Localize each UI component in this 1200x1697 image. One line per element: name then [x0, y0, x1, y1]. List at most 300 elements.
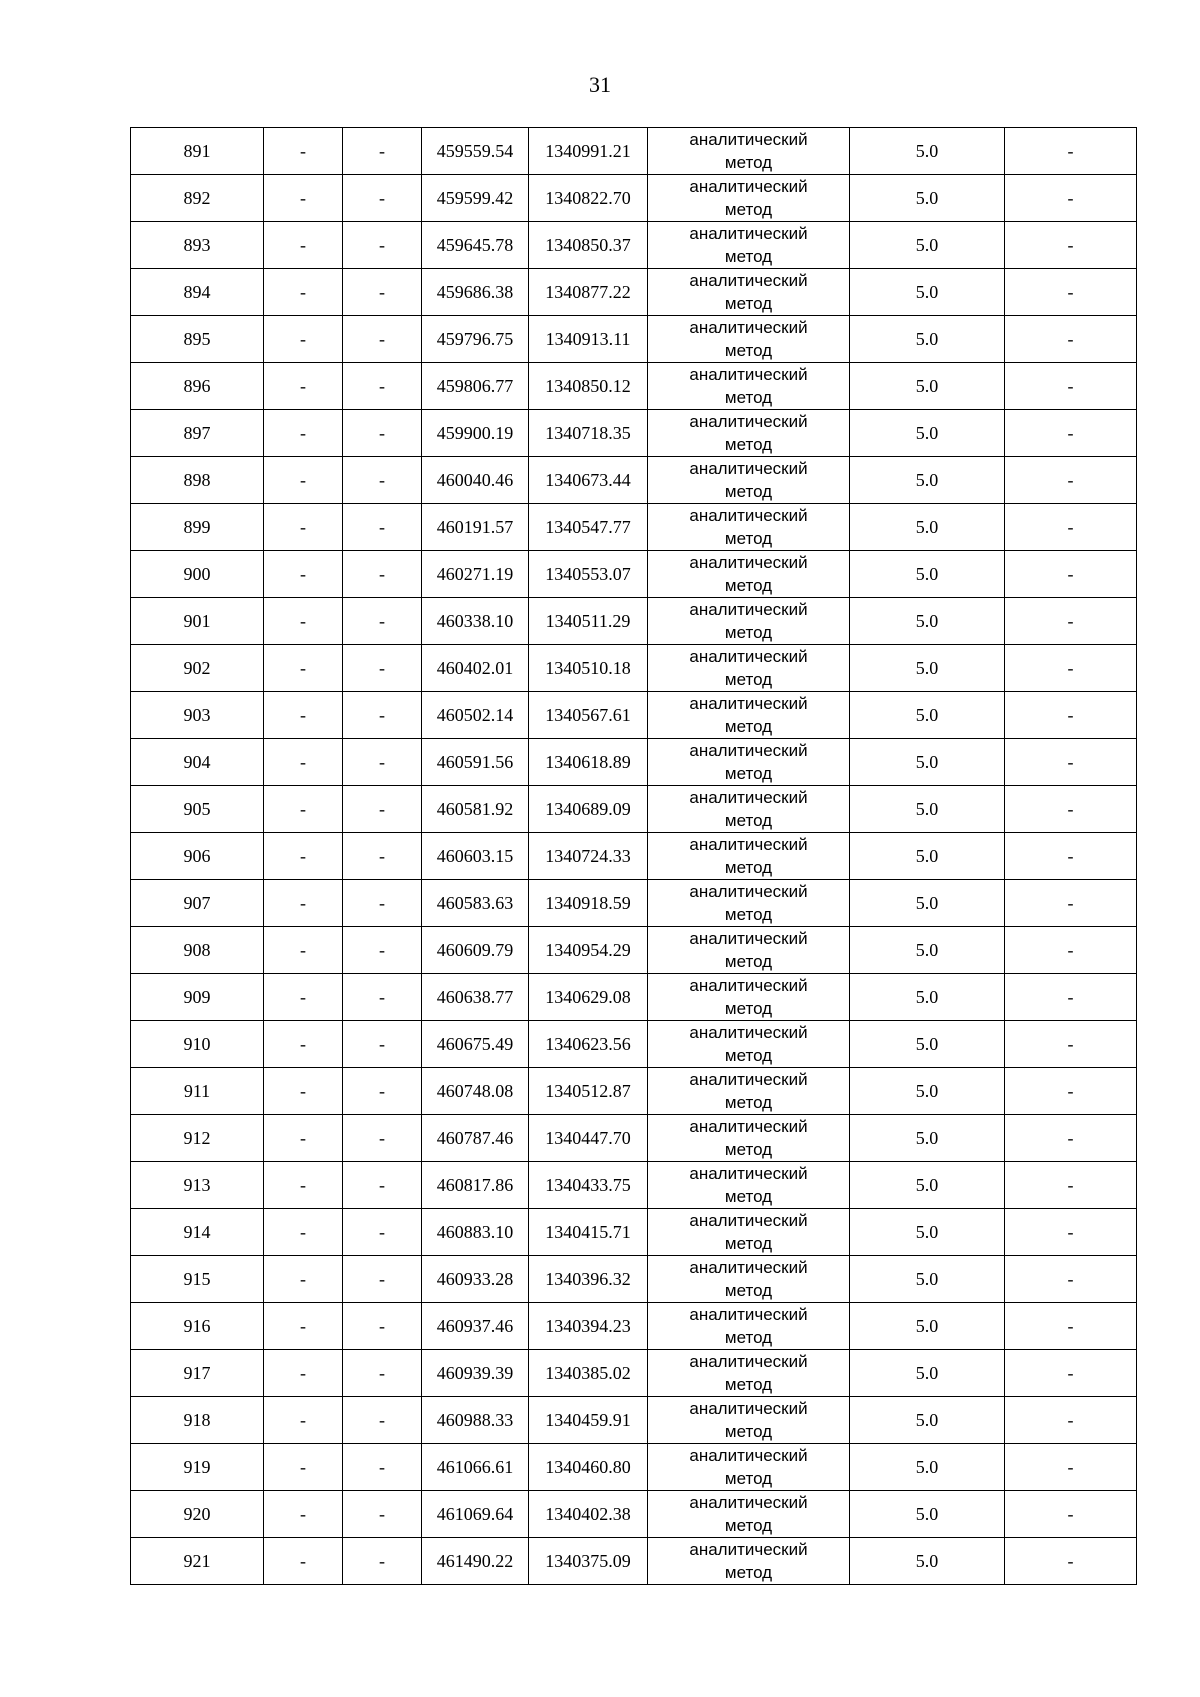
method-line-1: аналитический	[689, 1399, 808, 1418]
method-line-2: метод	[724, 1516, 773, 1535]
accuracy-cell: 5.0	[850, 128, 1005, 175]
table-row	[131, 1256, 1137, 1303]
point-number-cell: 901	[131, 598, 264, 645]
x-coordinate-cell: 460609.79	[422, 927, 529, 974]
x-coordinate-cell: 460338.10	[422, 598, 529, 645]
accuracy-cell: 5.0	[850, 1162, 1005, 1209]
y-coordinate-cell: 1340375.09	[529, 1538, 648, 1585]
method-cell	[648, 1162, 850, 1209]
accuracy-cell: 5.0	[850, 1303, 1005, 1350]
table-row	[131, 1021, 1137, 1068]
empty-dash-cell: -	[343, 175, 422, 222]
method-line-1: аналитический	[689, 1493, 808, 1512]
empty-dash-cell: -	[343, 457, 422, 504]
y-coordinate-cell: 1340954.29	[529, 927, 648, 974]
table-row	[131, 598, 1137, 645]
method-line-1: аналитический	[689, 271, 808, 290]
table-row	[131, 316, 1137, 363]
y-coordinate-cell: 1340415.71	[529, 1209, 648, 1256]
empty-dash-cell: -	[264, 645, 343, 692]
method-cell	[648, 457, 850, 504]
table-row	[131, 1397, 1137, 1444]
accuracy-cell: 5.0	[850, 1350, 1005, 1397]
empty-dash-cell: -	[264, 269, 343, 316]
table-row	[131, 692, 1137, 739]
y-coordinate-cell: 1340447.70	[529, 1115, 648, 1162]
empty-dash-cell: -	[1005, 645, 1137, 692]
method-line-2: метод	[724, 1422, 773, 1441]
x-coordinate-cell: 460040.46	[422, 457, 529, 504]
point-number-cell: 892	[131, 175, 264, 222]
empty-dash-cell: -	[264, 1538, 343, 1585]
point-number-cell: 897	[131, 410, 264, 457]
y-coordinate-cell: 1340459.91	[529, 1397, 648, 1444]
method-line-1: аналитический	[689, 1070, 808, 1089]
x-coordinate-cell: 460817.86	[422, 1162, 529, 1209]
method-line-2: метод	[724, 858, 773, 877]
empty-dash-cell: -	[264, 598, 343, 645]
empty-dash-cell: -	[343, 739, 422, 786]
coordinates-table	[130, 127, 1137, 1585]
method-line-2: метод	[724, 153, 773, 172]
y-coordinate-cell: 1340512.87	[529, 1068, 648, 1115]
method-line-2: метод	[724, 999, 773, 1018]
empty-dash-cell: -	[1005, 175, 1137, 222]
method-line-1: аналитический	[689, 694, 808, 713]
method-line-1: аналитический	[689, 1352, 808, 1371]
table-row	[131, 551, 1137, 598]
empty-dash-cell: -	[264, 786, 343, 833]
empty-dash-cell: -	[1005, 692, 1137, 739]
table-row	[131, 645, 1137, 692]
empty-dash-cell: -	[343, 551, 422, 598]
empty-dash-cell: -	[264, 1491, 343, 1538]
method-cell	[648, 927, 850, 974]
empty-dash-cell: -	[343, 1209, 422, 1256]
x-coordinate-cell: 460883.10	[422, 1209, 529, 1256]
table-body	[131, 128, 1137, 1585]
method-cell	[648, 1350, 850, 1397]
method-line-1: аналитический	[689, 1305, 808, 1324]
method-cell	[648, 598, 850, 645]
accuracy-cell: 5.0	[850, 739, 1005, 786]
point-number-cell: 896	[131, 363, 264, 410]
method-line-1: аналитический	[689, 318, 808, 337]
empty-dash-cell: -	[343, 1115, 422, 1162]
table-row	[131, 128, 1137, 175]
point-number-cell: 893	[131, 222, 264, 269]
method-line-2: метод	[724, 200, 773, 219]
y-coordinate-cell: 1340511.29	[529, 598, 648, 645]
y-coordinate-cell: 1340460.80	[529, 1444, 648, 1491]
empty-dash-cell: -	[1005, 128, 1137, 175]
accuracy-cell: 5.0	[850, 175, 1005, 222]
accuracy-cell: 5.0	[850, 1209, 1005, 1256]
table-row	[131, 1115, 1137, 1162]
method-line-1: аналитический	[689, 1164, 808, 1183]
method-line-1: аналитический	[689, 929, 808, 948]
empty-dash-cell: -	[343, 1538, 422, 1585]
point-number-cell: 920	[131, 1491, 264, 1538]
method-line-2: метод	[724, 1469, 773, 1488]
method-line-1: аналитический	[689, 882, 808, 901]
point-number-cell: 910	[131, 1021, 264, 1068]
empty-dash-cell: -	[343, 269, 422, 316]
point-number-cell: 902	[131, 645, 264, 692]
method-line-2: метод	[724, 341, 773, 360]
y-coordinate-cell: 1340402.38	[529, 1491, 648, 1538]
method-line-1: аналитический	[689, 647, 808, 666]
empty-dash-cell: -	[264, 1115, 343, 1162]
point-number-cell: 891	[131, 128, 264, 175]
empty-dash-cell: -	[343, 927, 422, 974]
y-coordinate-cell: 1340567.61	[529, 692, 648, 739]
table-row	[131, 1303, 1137, 1350]
point-number-cell: 908	[131, 927, 264, 974]
empty-dash-cell: -	[343, 786, 422, 833]
x-coordinate-cell: 460581.92	[422, 786, 529, 833]
method-cell	[648, 504, 850, 551]
point-number-cell: 921	[131, 1538, 264, 1585]
accuracy-cell: 5.0	[850, 974, 1005, 1021]
table-row	[131, 222, 1137, 269]
point-number-cell: 912	[131, 1115, 264, 1162]
method-line-1: аналитический	[689, 1023, 808, 1042]
method-cell	[648, 880, 850, 927]
accuracy-cell: 5.0	[850, 598, 1005, 645]
accuracy-cell: 5.0	[850, 1115, 1005, 1162]
method-line-2: метод	[724, 1140, 773, 1159]
method-cell	[648, 1444, 850, 1491]
table-row	[131, 974, 1137, 1021]
empty-dash-cell: -	[343, 1303, 422, 1350]
empty-dash-cell: -	[343, 222, 422, 269]
method-line-2: метод	[724, 1328, 773, 1347]
method-cell	[648, 551, 850, 598]
empty-dash-cell: -	[343, 1256, 422, 1303]
empty-dash-cell: -	[343, 1491, 422, 1538]
table-row	[131, 410, 1137, 457]
x-coordinate-cell: 460603.15	[422, 833, 529, 880]
method-line-2: метод	[724, 1187, 773, 1206]
method-line-2: метод	[724, 717, 773, 736]
method-cell	[648, 1068, 850, 1115]
empty-dash-cell: -	[1005, 1538, 1137, 1585]
point-number-cell: 898	[131, 457, 264, 504]
empty-dash-cell: -	[1005, 1209, 1137, 1256]
empty-dash-cell: -	[264, 880, 343, 927]
empty-dash-cell: -	[1005, 786, 1137, 833]
point-number-cell: 917	[131, 1350, 264, 1397]
empty-dash-cell: -	[343, 598, 422, 645]
empty-dash-cell: -	[264, 410, 343, 457]
accuracy-cell: 5.0	[850, 1538, 1005, 1585]
x-coordinate-cell: 461069.64	[422, 1491, 529, 1538]
empty-dash-cell: -	[343, 316, 422, 363]
x-coordinate-cell: 460191.57	[422, 504, 529, 551]
y-coordinate-cell: 1340689.09	[529, 786, 648, 833]
method-line-1: аналитический	[689, 1258, 808, 1277]
y-coordinate-cell: 1340724.33	[529, 833, 648, 880]
method-cell	[648, 1021, 850, 1068]
method-line-1: аналитический	[689, 1117, 808, 1136]
empty-dash-cell: -	[264, 1303, 343, 1350]
x-coordinate-cell: 460583.63	[422, 880, 529, 927]
method-line-1: аналитический	[689, 835, 808, 854]
empty-dash-cell: -	[1005, 1444, 1137, 1491]
x-coordinate-cell: 460787.46	[422, 1115, 529, 1162]
x-coordinate-cell: 459686.38	[422, 269, 529, 316]
empty-dash-cell: -	[264, 692, 343, 739]
method-cell	[648, 222, 850, 269]
empty-dash-cell: -	[1005, 222, 1137, 269]
empty-dash-cell: -	[264, 1162, 343, 1209]
empty-dash-cell: -	[343, 692, 422, 739]
accuracy-cell: 5.0	[850, 410, 1005, 457]
accuracy-cell: 5.0	[850, 504, 1005, 551]
empty-dash-cell: -	[343, 1444, 422, 1491]
x-coordinate-cell: 460638.77	[422, 974, 529, 1021]
method-line-1: аналитический	[689, 600, 808, 619]
point-number-cell: 918	[131, 1397, 264, 1444]
method-cell	[648, 128, 850, 175]
accuracy-cell: 5.0	[850, 880, 1005, 927]
empty-dash-cell: -	[264, 128, 343, 175]
accuracy-cell: 5.0	[850, 457, 1005, 504]
method-line-1: аналитический	[689, 788, 808, 807]
method-line-2: метод	[724, 482, 773, 501]
accuracy-cell: 5.0	[850, 1256, 1005, 1303]
point-number-cell: 907	[131, 880, 264, 927]
method-line-1: аналитический	[689, 412, 808, 431]
x-coordinate-cell: 459796.75	[422, 316, 529, 363]
accuracy-cell: 5.0	[850, 786, 1005, 833]
table-row	[131, 786, 1137, 833]
empty-dash-cell: -	[343, 1397, 422, 1444]
empty-dash-cell: -	[264, 833, 343, 880]
y-coordinate-cell: 1340510.18	[529, 645, 648, 692]
x-coordinate-cell: 460937.46	[422, 1303, 529, 1350]
point-number-cell: 915	[131, 1256, 264, 1303]
method-cell	[648, 645, 850, 692]
method-cell	[648, 1115, 850, 1162]
table-row	[131, 269, 1137, 316]
point-number-cell: 900	[131, 551, 264, 598]
method-cell	[648, 1491, 850, 1538]
empty-dash-cell: -	[1005, 1068, 1137, 1115]
point-number-cell: 903	[131, 692, 264, 739]
method-cell	[648, 269, 850, 316]
empty-dash-cell: -	[343, 1068, 422, 1115]
method-line-1: аналитический	[689, 553, 808, 572]
empty-dash-cell: -	[1005, 833, 1137, 880]
method-cell	[648, 786, 850, 833]
x-coordinate-cell: 460675.49	[422, 1021, 529, 1068]
accuracy-cell: 5.0	[850, 645, 1005, 692]
point-number-cell: 904	[131, 739, 264, 786]
method-cell	[648, 1256, 850, 1303]
method-cell	[648, 739, 850, 786]
method-cell	[648, 833, 850, 880]
empty-dash-cell: -	[1005, 316, 1137, 363]
method-line-1: аналитический	[689, 976, 808, 995]
method-cell	[648, 1303, 850, 1350]
accuracy-cell: 5.0	[850, 1491, 1005, 1538]
empty-dash-cell: -	[343, 1021, 422, 1068]
empty-dash-cell: -	[1005, 410, 1137, 457]
y-coordinate-cell: 1340394.23	[529, 1303, 648, 1350]
empty-dash-cell: -	[264, 222, 343, 269]
table-row	[131, 1350, 1137, 1397]
point-number-cell: 909	[131, 974, 264, 1021]
y-coordinate-cell: 1340553.07	[529, 551, 648, 598]
method-line-2: метод	[724, 1375, 773, 1394]
point-number-cell: 905	[131, 786, 264, 833]
method-line-2: метод	[724, 1046, 773, 1065]
x-coordinate-cell: 459599.42	[422, 175, 529, 222]
method-cell	[648, 1209, 850, 1256]
x-coordinate-cell: 460402.01	[422, 645, 529, 692]
y-coordinate-cell: 1340850.37	[529, 222, 648, 269]
y-coordinate-cell: 1340618.89	[529, 739, 648, 786]
empty-dash-cell: -	[264, 1256, 343, 1303]
empty-dash-cell: -	[264, 739, 343, 786]
method-cell	[648, 363, 850, 410]
empty-dash-cell: -	[264, 1068, 343, 1115]
x-coordinate-cell: 460591.56	[422, 739, 529, 786]
accuracy-cell: 5.0	[850, 551, 1005, 598]
empty-dash-cell: -	[1005, 598, 1137, 645]
point-number-cell: 919	[131, 1444, 264, 1491]
method-line-2: метод	[724, 670, 773, 689]
y-coordinate-cell: 1340385.02	[529, 1350, 648, 1397]
x-coordinate-cell: 459900.19	[422, 410, 529, 457]
point-number-cell: 911	[131, 1068, 264, 1115]
table-row	[131, 880, 1137, 927]
method-line-2: метод	[724, 529, 773, 548]
method-line-2: метод	[724, 1563, 773, 1582]
table-row	[131, 1068, 1137, 1115]
empty-dash-cell: -	[264, 175, 343, 222]
empty-dash-cell: -	[1005, 504, 1137, 551]
accuracy-cell: 5.0	[850, 316, 1005, 363]
y-coordinate-cell: 1340913.11	[529, 316, 648, 363]
empty-dash-cell: -	[343, 128, 422, 175]
method-cell	[648, 316, 850, 363]
method-line-2: метод	[724, 623, 773, 642]
method-cell	[648, 974, 850, 1021]
method-cell	[648, 410, 850, 457]
empty-dash-cell: -	[1005, 880, 1137, 927]
empty-dash-cell: -	[1005, 1397, 1137, 1444]
empty-dash-cell: -	[264, 974, 343, 1021]
empty-dash-cell: -	[1005, 974, 1137, 1021]
x-coordinate-cell: 460933.28	[422, 1256, 529, 1303]
empty-dash-cell: -	[264, 1397, 343, 1444]
y-coordinate-cell: 1340673.44	[529, 457, 648, 504]
method-line-2: метод	[724, 1281, 773, 1300]
method-line-2: метод	[724, 435, 773, 454]
empty-dash-cell: -	[264, 1021, 343, 1068]
empty-dash-cell: -	[1005, 457, 1137, 504]
empty-dash-cell: -	[264, 1209, 343, 1256]
y-coordinate-cell: 1340547.77	[529, 504, 648, 551]
x-coordinate-cell: 461066.61	[422, 1444, 529, 1491]
x-coordinate-cell: 460988.33	[422, 1397, 529, 1444]
empty-dash-cell: -	[343, 363, 422, 410]
point-number-cell: 906	[131, 833, 264, 880]
y-coordinate-cell: 1340991.21	[529, 128, 648, 175]
empty-dash-cell: -	[1005, 269, 1137, 316]
accuracy-cell: 5.0	[850, 1444, 1005, 1491]
empty-dash-cell: -	[264, 1350, 343, 1397]
accuracy-cell: 5.0	[850, 692, 1005, 739]
empty-dash-cell: -	[343, 504, 422, 551]
table-row	[131, 739, 1137, 786]
method-line-1: аналитический	[689, 1211, 808, 1230]
method-line-2: метод	[724, 764, 773, 783]
x-coordinate-cell: 459806.77	[422, 363, 529, 410]
x-coordinate-cell: 460502.14	[422, 692, 529, 739]
empty-dash-cell: -	[1005, 1350, 1137, 1397]
method-line-2: метод	[724, 576, 773, 595]
table-row	[131, 1209, 1137, 1256]
y-coordinate-cell: 1340718.35	[529, 410, 648, 457]
accuracy-cell: 5.0	[850, 1021, 1005, 1068]
empty-dash-cell: -	[264, 551, 343, 598]
accuracy-cell: 5.0	[850, 222, 1005, 269]
y-coordinate-cell: 1340396.32	[529, 1256, 648, 1303]
method-line-1: аналитический	[689, 506, 808, 525]
table-row	[131, 833, 1137, 880]
y-coordinate-cell: 1340629.08	[529, 974, 648, 1021]
method-line-1: аналитический	[689, 224, 808, 243]
method-cell	[648, 175, 850, 222]
table-row	[131, 1444, 1137, 1491]
table-row	[131, 927, 1137, 974]
y-coordinate-cell: 1340623.56	[529, 1021, 648, 1068]
method-line-2: метод	[724, 905, 773, 924]
point-number-cell: 914	[131, 1209, 264, 1256]
empty-dash-cell: -	[264, 1444, 343, 1491]
empty-dash-cell: -	[343, 833, 422, 880]
y-coordinate-cell: 1340433.75	[529, 1162, 648, 1209]
x-coordinate-cell: 460271.19	[422, 551, 529, 598]
table-row	[131, 457, 1137, 504]
empty-dash-cell: -	[1005, 1303, 1137, 1350]
y-coordinate-cell: 1340822.70	[529, 175, 648, 222]
point-number-cell: 913	[131, 1162, 264, 1209]
method-line-2: метод	[724, 811, 773, 830]
empty-dash-cell: -	[1005, 1115, 1137, 1162]
empty-dash-cell: -	[264, 363, 343, 410]
table-row	[131, 1491, 1137, 1538]
point-number-cell: 916	[131, 1303, 264, 1350]
table-row	[131, 175, 1137, 222]
empty-dash-cell: -	[1005, 1021, 1137, 1068]
empty-dash-cell: -	[1005, 739, 1137, 786]
empty-dash-cell: -	[264, 927, 343, 974]
accuracy-cell: 5.0	[850, 269, 1005, 316]
method-line-1: аналитический	[689, 1446, 808, 1465]
empty-dash-cell: -	[343, 1350, 422, 1397]
point-number-cell: 895	[131, 316, 264, 363]
empty-dash-cell: -	[1005, 363, 1137, 410]
y-coordinate-cell: 1340850.12	[529, 363, 648, 410]
method-line-2: метод	[724, 294, 773, 313]
empty-dash-cell: -	[343, 410, 422, 457]
accuracy-cell: 5.0	[850, 1068, 1005, 1115]
